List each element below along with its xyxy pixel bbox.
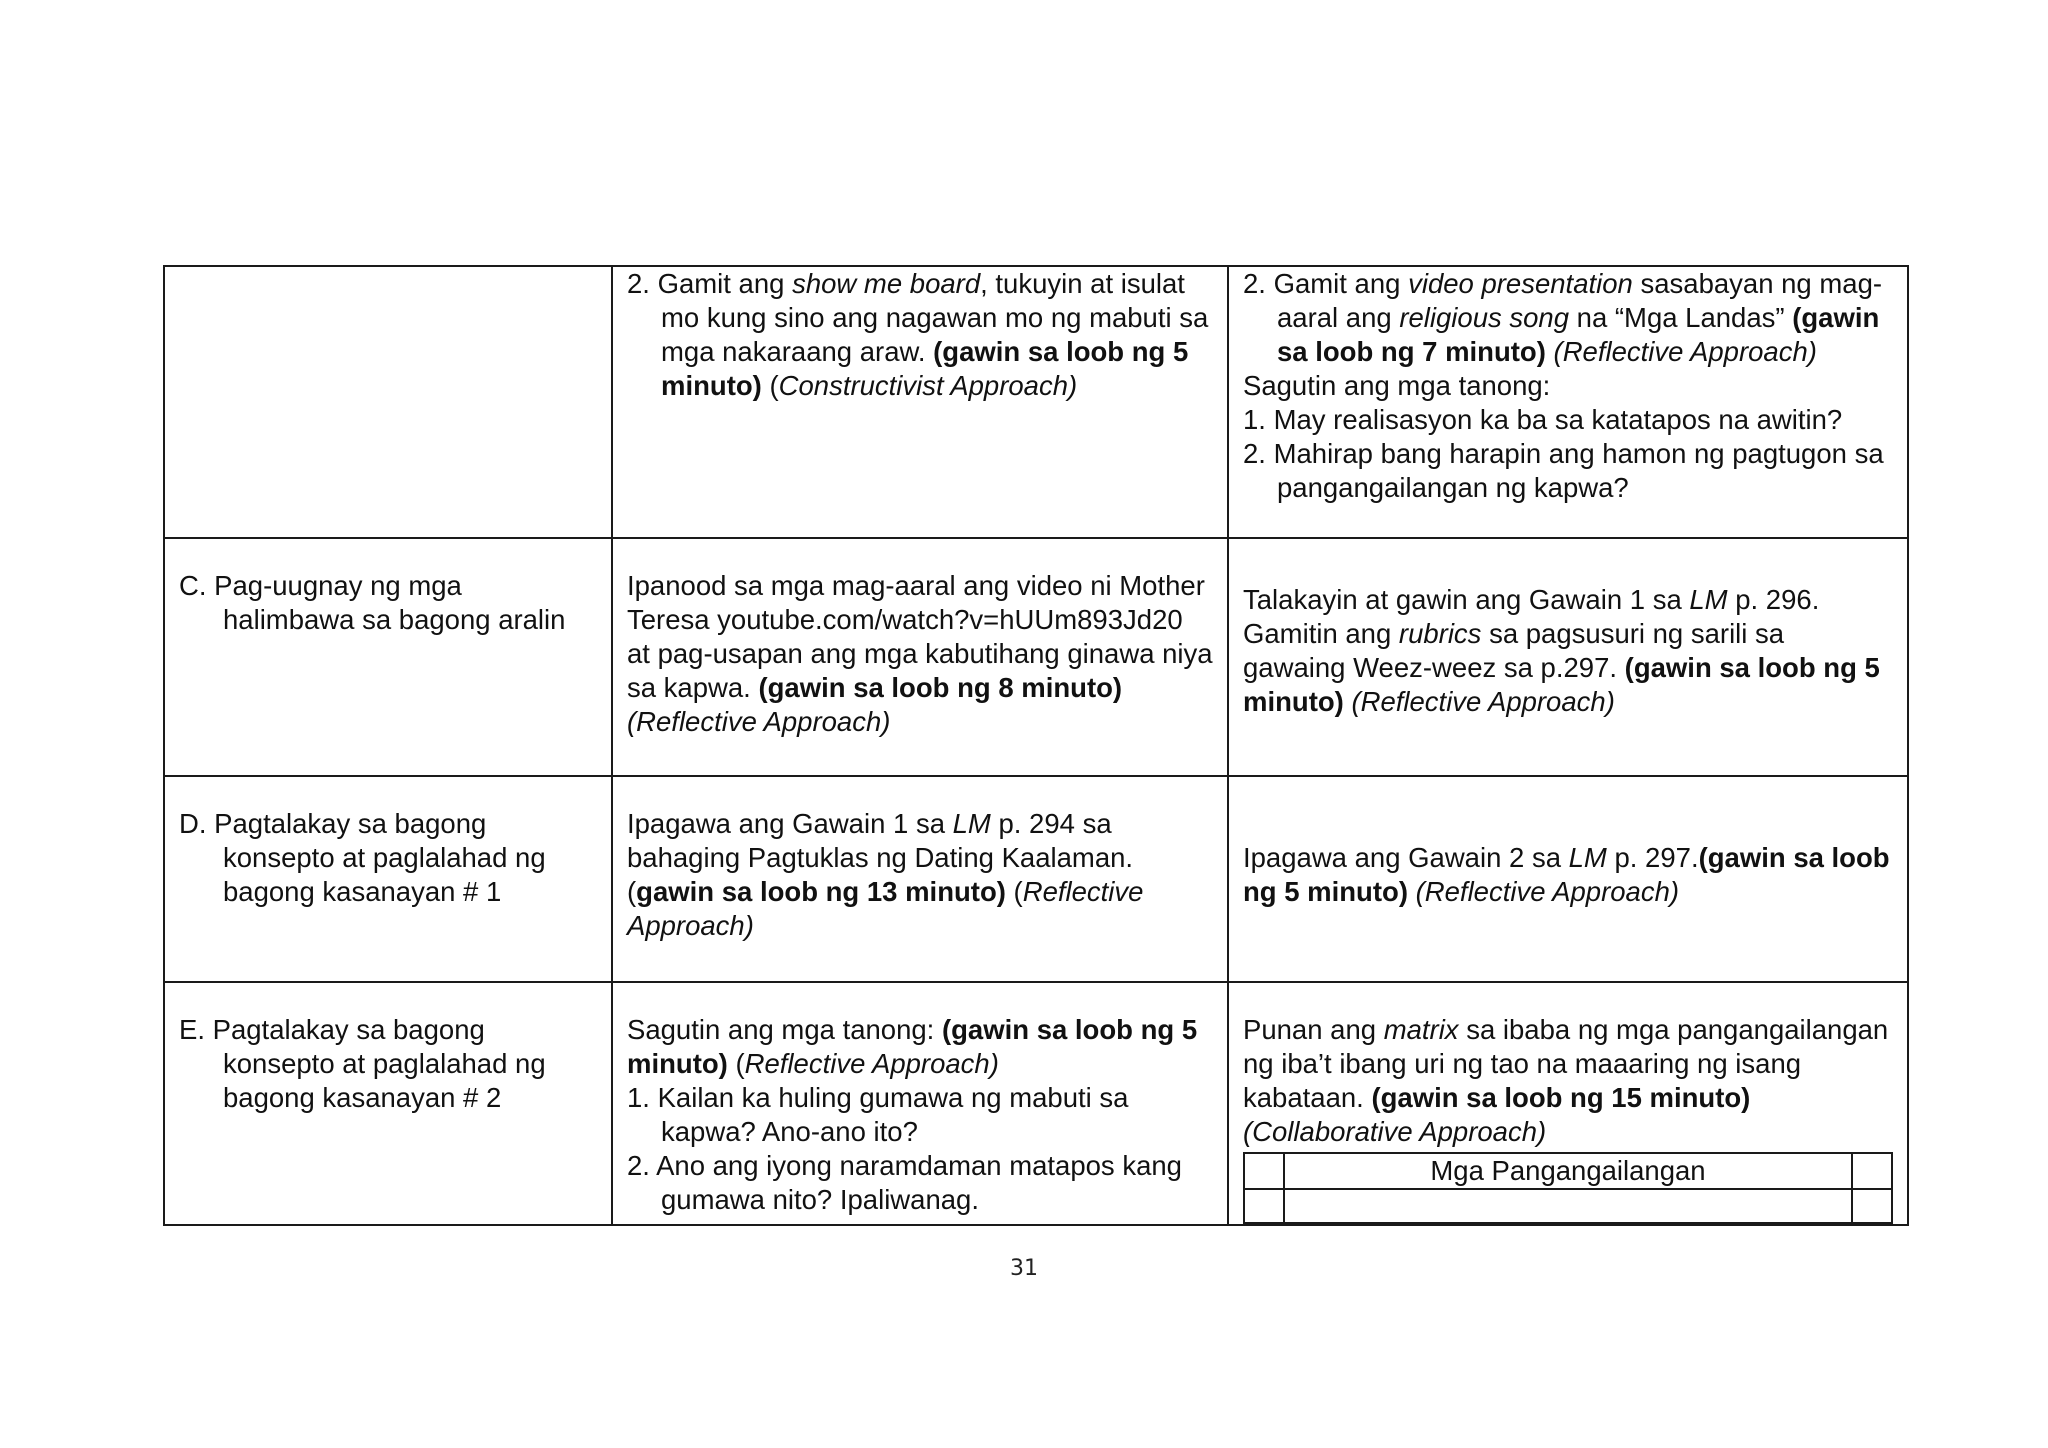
question-item [627, 1081, 1213, 1149]
text: , tukuyin at isulat mo kung sino ang nagawan mo ng mabuti sa mga nakaraang araw. [661, 268, 1209, 367]
activity-text [1243, 1013, 1893, 1149]
italic-text: (Collaborative Approach) [1243, 1116, 1547, 1147]
italic-text: Reflective Approach) [744, 1048, 999, 1079]
text: p. 294 sa bahaging Pagtuklas ng Dating Kaalaman. ( [627, 808, 1134, 907]
text: Ipagawa ang Gawain 1 sa [627, 808, 953, 839]
matrix-side-cell [1852, 1153, 1892, 1189]
bold-text: (gawin sa loob ng 8 minuto) [758, 672, 1123, 703]
activity-text [627, 1013, 1213, 1081]
italic-text: LM [952, 808, 991, 839]
text: Ipagawa ang Gawain 2 sa [1243, 842, 1569, 873]
row-label: E. Pagtalakay sa bagong konsepto at paglalahad ng bagong kasanayan # 2 [179, 1014, 546, 1113]
activity-cell [612, 266, 1228, 538]
row-label-cell [164, 266, 612, 538]
question-item [1243, 437, 1893, 505]
italic-text: show me board [792, 268, 981, 299]
matrix-side-cell [1852, 1189, 1892, 1223]
questions-intro: Sagutin ang mga tanong: [1243, 370, 1551, 401]
italic-text: matrix [1383, 1014, 1459, 1045]
question-text: Ano ang iyong naramdaman matapos kang gumawa nito? Ipaliwanag. [656, 1150, 1182, 1215]
italic-text: (Reflective Approach) [1407, 876, 1680, 907]
text: Ipanood sa mga mag-aaral ang video ni Mother Teresa youtube.com/watch?v=hUUm893Jd20 at pag-usapan ang mga kabutihang ginawa niya sa kapwa. [627, 570, 1213, 703]
item-number: 2. [627, 268, 650, 299]
row-label: C. Pag-uugnay ng mga halimbawa sa bagong aralin [179, 570, 566, 635]
matrix-side-cell [1244, 1189, 1284, 1223]
page-number: 31 [1010, 1256, 1038, 1281]
question-text: Mahirap bang harapin ang hamon ng pagtugon sa pangangailangan ng kapwa? [1273, 438, 1884, 503]
italic-text: Reflective Approach) [627, 876, 1144, 941]
item-number: 2. [627, 1150, 650, 1181]
row-label: D. Pagtalakay sa bagong konsepto at paglalahad ng bagong kasanayan # 1 [179, 808, 546, 907]
matrix-side-cell [1244, 1153, 1284, 1189]
activity-text [1243, 841, 1893, 909]
italic-text: rubrics [1398, 618, 1482, 649]
text: p. 296. Gamitin ang [1243, 584, 1820, 649]
question-text: Kailan ka huling gumawa ng mabuti sa kapwa? Ano-ano ito? [657, 1082, 1129, 1147]
bold-text: (gawin sa loob ng 7 minuto) [1277, 302, 1880, 367]
activity-cell [1228, 776, 1908, 982]
needs-matrix [1243, 1152, 1893, 1224]
italic-text: Constructivist Approach) [778, 370, 1078, 401]
table-row [164, 266, 1908, 538]
bold-text: gawin sa loob ng 13 minuto) [636, 876, 1006, 907]
item-number: 2. [1243, 268, 1266, 299]
italic-text: (Reflective Approach) [1545, 336, 1817, 367]
italic-text: video presentation [1408, 268, 1633, 299]
text: Punan ang [1243, 1014, 1384, 1045]
lesson-plan-table [163, 265, 1909, 1226]
text: na “Mga Landas” [1569, 302, 1793, 333]
activity-cell [612, 776, 1228, 982]
question-text: May realisasyon ka ba sa katatapos na awitin? [1273, 404, 1843, 435]
item-number: 1. [1243, 404, 1266, 435]
list-item [1243, 267, 1893, 369]
question-item [1243, 403, 1893, 437]
italic-text: LM [1568, 842, 1607, 873]
item-number: 1. [627, 1082, 650, 1113]
activity-cell [1228, 266, 1908, 538]
text: sa ibaba ng mga pangangailangan ng iba’t ibang uri ng tao na maaaring ng isang kabataan. [1243, 1014, 1889, 1113]
table-row [164, 982, 1908, 1225]
italic-text: (Reflective Approach) [627, 706, 891, 737]
bold-text: (gawin sa loob ng 5 minuto) [627, 1014, 1198, 1079]
table-row [164, 538, 1908, 776]
activity-text [1243, 583, 1893, 719]
activity-cell [612, 538, 1228, 776]
activity-text [627, 569, 1213, 739]
text: ( [727, 1048, 745, 1079]
text: p. 297. [1606, 842, 1699, 873]
bold-text: (gawin sa loob ng 5 minuto) [1243, 842, 1890, 907]
text: Talakayin at gawin ang Gawain 1 sa [1243, 584, 1690, 615]
italic-text: religious song [1399, 302, 1570, 333]
row-label-cell [164, 982, 612, 1225]
bold-text: (gawin sa loob ng 5 minuto) [661, 336, 1189, 401]
text: Gamit ang [657, 268, 793, 299]
list-item [627, 267, 1213, 403]
activity-text [627, 807, 1213, 943]
bold-text: (gawin sa loob ng 15 minuto) [1371, 1082, 1751, 1113]
text: ( [1005, 876, 1023, 907]
bold-text: (gawin sa loob ng 5 minuto) [1243, 652, 1880, 717]
matrix-header: Mga Pangangailangan [1284, 1153, 1852, 1189]
italic-text: (Reflective Approach) [1343, 686, 1615, 717]
text: sa pagsusuri ng sarili sa gawaing Weez-weez sa p.297. [1243, 618, 1785, 683]
text: ( [761, 370, 779, 401]
item-number: 2. [1243, 438, 1266, 469]
matrix-empty-cell [1284, 1189, 1852, 1223]
activity-cell [1228, 982, 1908, 1225]
row-label-cell [164, 776, 612, 982]
text: Gamit ang [1273, 268, 1409, 299]
activity-cell [612, 982, 1228, 1225]
text: sasabayan ng mag-aaral ang [1277, 268, 1883, 333]
text: Sagutin ang mga tanong: [627, 1014, 942, 1045]
row-label-cell [164, 538, 612, 776]
table-row [164, 776, 1908, 982]
italic-text: LM [1689, 584, 1728, 615]
activity-cell [1228, 538, 1908, 776]
question-item [627, 1149, 1213, 1217]
